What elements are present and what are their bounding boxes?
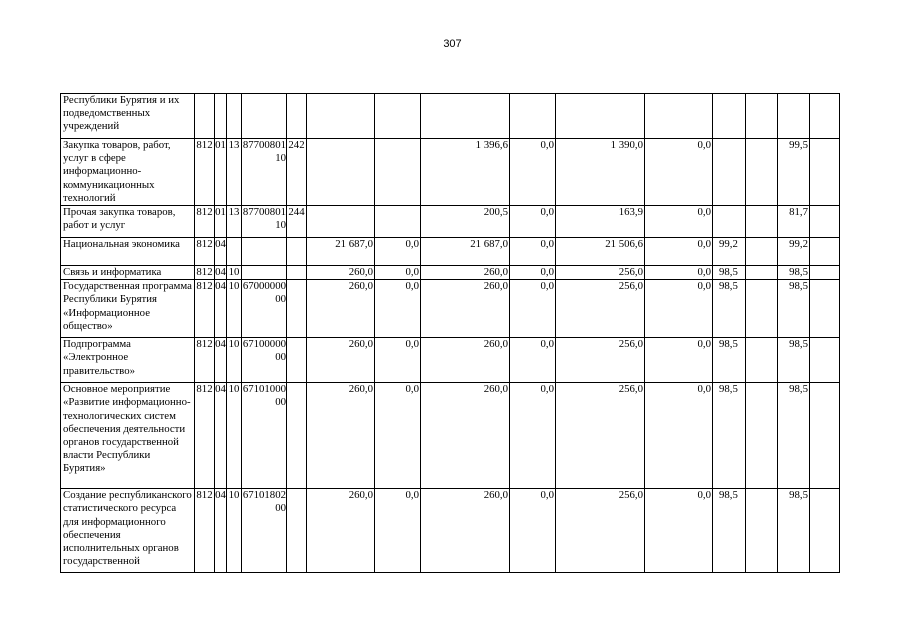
target-article-code: 6710000000 (242, 338, 287, 383)
executed-amount: 256,0 (556, 338, 645, 383)
refined-amount-subvention: 0,0 (510, 238, 556, 266)
row-name: Связь и информатика (61, 266, 195, 280)
refined-amount: 260,0 (421, 338, 510, 383)
grbs-code: 812 (195, 338, 215, 383)
refined-amount: 260,0 (421, 266, 510, 280)
empty-cell (746, 238, 778, 266)
planned-amount-subvention: 0,0 (375, 338, 421, 383)
empty-cell (746, 139, 778, 206)
expense-type-code (287, 238, 307, 266)
row-name: Государственная программа Республики Бурятия «Информационное общество» (61, 280, 195, 338)
executed-amount: 163,9 (556, 206, 645, 238)
planned-amount-subvention: 0,0 (375, 266, 421, 280)
planned-amount: 260,0 (307, 489, 375, 573)
row-name: Создание республиканского статистического ресурса для информационного обеспечения исполнительных органов государственной (61, 489, 195, 573)
expense-type-code (287, 280, 307, 338)
target-article-code: 8770080110 (242, 206, 287, 238)
row-name: Прочая закупка товаров, работ и услуг (61, 206, 195, 238)
empty-cell (810, 280, 840, 338)
empty-cell (810, 338, 840, 383)
subsection-code: 13 (227, 139, 242, 206)
row-name: Подпрограмма «Электронное правительство» (61, 338, 195, 383)
row-name: Республики Бурятия и их подведомственных учреждений (61, 94, 195, 139)
empty-cell (810, 489, 840, 573)
table-row (61, 238, 840, 266)
refined-amount-subvention: 0,0 (510, 266, 556, 280)
executed-amount-subvention: 0,0 (645, 266, 713, 280)
refined-amount-subvention: 0,0 (510, 338, 556, 383)
execution-percent-plan (713, 94, 746, 139)
budget-table (60, 93, 840, 573)
subsection-code (227, 94, 242, 139)
table-row (61, 280, 840, 338)
table-row (61, 139, 840, 206)
row-name: Национальная экономика (61, 238, 195, 266)
table-row (61, 94, 840, 139)
empty-cell (746, 383, 778, 489)
grbs-code: 812 (195, 206, 215, 238)
refined-amount: 260,0 (421, 489, 510, 573)
section-code: 04 (215, 489, 227, 573)
planned-amount: 21 687,0 (307, 238, 375, 266)
executed-amount-subvention: 0,0 (645, 238, 713, 266)
execution-percent-plan: 98,5 (713, 489, 746, 573)
refined-amount-subvention: 0,0 (510, 139, 556, 206)
target-article-code (242, 238, 287, 266)
section-code (215, 94, 227, 139)
execution-percent-plan (713, 139, 746, 206)
refined-amount: 21 687,0 (421, 238, 510, 266)
executed-amount: 256,0 (556, 383, 645, 489)
expense-type-code: 242 (287, 139, 307, 206)
execution-percent-refined: 99,2 (778, 238, 810, 266)
execution-percent-refined (778, 94, 810, 139)
subsection-code: 13 (227, 206, 242, 238)
subsection-code: 10 (227, 338, 242, 383)
refined-amount-subvention (510, 94, 556, 139)
executed-amount-subvention: 0,0 (645, 139, 713, 206)
execution-percent-plan: 99,2 (713, 238, 746, 266)
expense-type-code (287, 94, 307, 139)
execution-percent-plan: 98,5 (713, 383, 746, 489)
planned-amount-subvention: 0,0 (375, 383, 421, 489)
empty-cell (746, 266, 778, 280)
expense-type-code (287, 338, 307, 383)
execution-percent-plan: 98,5 (713, 338, 746, 383)
section-code: 01 (215, 139, 227, 206)
executed-amount-subvention: 0,0 (645, 383, 713, 489)
planned-amount-subvention (375, 206, 421, 238)
target-article-code: 8770080110 (242, 139, 287, 206)
planned-amount: 260,0 (307, 266, 375, 280)
table-row (61, 383, 840, 489)
executed-amount: 256,0 (556, 280, 645, 338)
refined-amount-subvention: 0,0 (510, 489, 556, 573)
grbs-code (195, 94, 215, 139)
empty-cell (746, 280, 778, 338)
empty-cell (810, 139, 840, 206)
grbs-code: 812 (195, 489, 215, 573)
grbs-code: 812 (195, 280, 215, 338)
table-row (61, 489, 840, 573)
empty-cell (746, 489, 778, 573)
refined-amount: 260,0 (421, 383, 510, 489)
planned-amount (307, 206, 375, 238)
subsection-code (227, 238, 242, 266)
target-article-code (242, 94, 287, 139)
section-code: 04 (215, 280, 227, 338)
empty-cell (810, 266, 840, 280)
execution-percent-refined: 98,5 (778, 489, 810, 573)
page-number: 307 (443, 38, 462, 50)
expense-type-code (287, 266, 307, 280)
expense-type-code (287, 489, 307, 573)
refined-amount: 200,5 (421, 206, 510, 238)
table-row (61, 206, 840, 238)
planned-amount-subvention: 0,0 (375, 280, 421, 338)
planned-amount-subvention (375, 139, 421, 206)
executed-amount-subvention (645, 94, 713, 139)
empty-cell (810, 383, 840, 489)
empty-cell (746, 338, 778, 383)
empty-cell (810, 238, 840, 266)
execution-percent-refined: 98,5 (778, 280, 810, 338)
section-code: 04 (215, 383, 227, 489)
empty-cell (746, 94, 778, 139)
planned-amount-subvention (375, 94, 421, 139)
expense-type-code: 244 (287, 206, 307, 238)
execution-percent-refined: 98,5 (778, 338, 810, 383)
execution-percent-refined: 98,5 (778, 266, 810, 280)
empty-cell (746, 206, 778, 238)
execution-percent-plan: 98,5 (713, 280, 746, 338)
refined-amount-subvention: 0,0 (510, 206, 556, 238)
execution-percent-refined: 98,5 (778, 383, 810, 489)
grbs-code: 812 (196, 266, 213, 279)
planned-amount (307, 139, 375, 206)
section-code: 01 (215, 206, 227, 238)
executed-amount: 21 506,6 (556, 238, 645, 266)
section-code: 04 (215, 338, 227, 383)
executed-amount-subvention: 0,0 (645, 206, 713, 238)
executed-amount-subvention: 0,0 (645, 338, 713, 383)
execution-percent-plan: 98,5 (713, 266, 746, 280)
empty-cell (810, 94, 840, 139)
planned-amount: 260,0 (307, 338, 375, 383)
refined-amount: 260,0 (421, 280, 510, 338)
expense-type-code (287, 383, 307, 489)
empty-cell (810, 206, 840, 238)
planned-amount: 260,0 (307, 383, 375, 489)
planned-amount-subvention: 0,0 (375, 238, 421, 266)
section-code: 04 (215, 266, 226, 279)
executed-amount-subvention: 0,0 (645, 489, 713, 573)
planned-amount-subvention: 0,0 (375, 489, 421, 573)
execution-percent-refined: 81,7 (778, 206, 810, 238)
executed-amount-subvention: 0,0 (645, 280, 713, 338)
executed-amount: 256,0 (556, 266, 645, 280)
target-article-code: 6700000000 (242, 280, 287, 338)
executed-amount: 256,0 (556, 489, 645, 573)
table-row (61, 266, 840, 280)
execution-percent-plan (713, 206, 746, 238)
planned-amount (307, 94, 375, 139)
refined-amount: 1 396,6 (421, 139, 510, 206)
grbs-code: 812 (195, 238, 215, 266)
planned-amount: 260,0 (307, 280, 375, 338)
executed-amount: 1 390,0 (556, 139, 645, 206)
row-name: Закупка товаров, работ, услуг в сфере информационно-коммуникационных технологий (61, 139, 195, 206)
subsection-code: 10 (227, 489, 242, 573)
row-name: Основное мероприятие «Развитие информационно-технологических систем обеспечения деятельности органов государственной власти Республики Бурятия» (61, 383, 195, 489)
target-article-code (242, 266, 287, 280)
subsection-code: 10 (227, 266, 242, 280)
subsection-code: 10 (227, 383, 242, 489)
refined-amount-subvention: 0,0 (510, 383, 556, 489)
subsection-code: 10 (227, 280, 242, 338)
execution-percent-refined: 99,5 (778, 139, 810, 206)
refined-amount (421, 94, 510, 139)
executed-amount (556, 94, 645, 139)
table-row (61, 338, 840, 383)
grbs-code: 812 (195, 139, 215, 206)
target-article-code: 6710180200 (242, 489, 287, 573)
section-code: 04 (215, 238, 227, 266)
refined-amount-subvention: 0,0 (510, 280, 556, 338)
target-article-code: 6710100000 (242, 383, 287, 489)
grbs-code: 812 (195, 383, 215, 489)
